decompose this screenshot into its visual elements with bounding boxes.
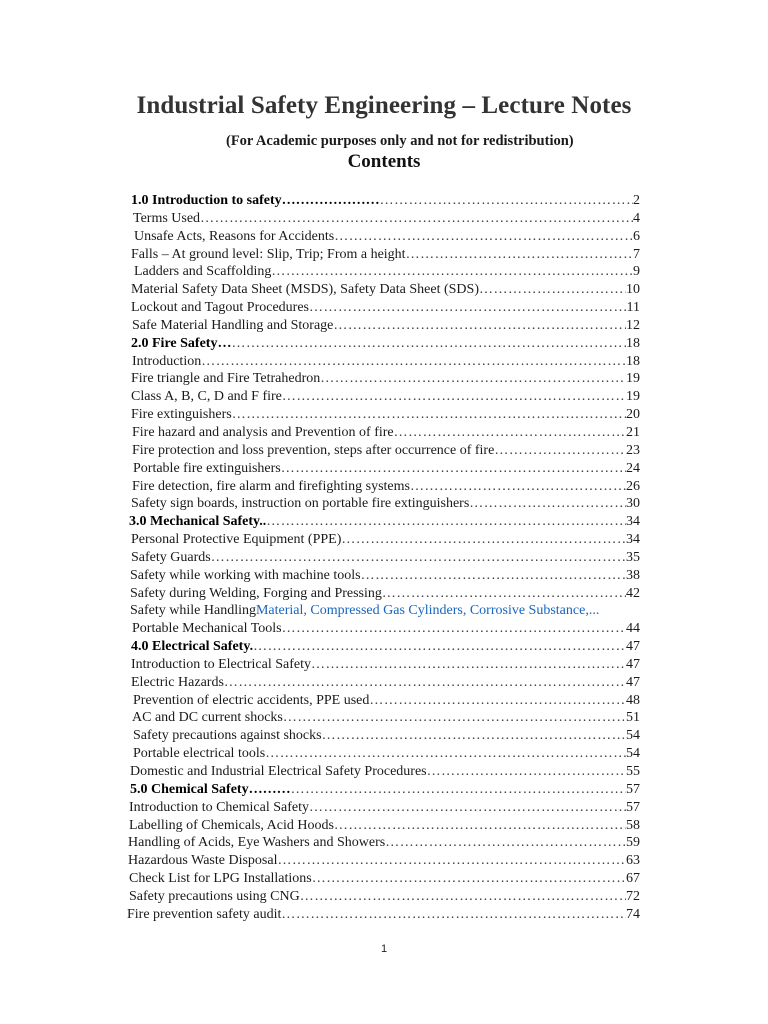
toc-dot-leader [282, 620, 626, 638]
toc-entry[interactable] [126, 263, 640, 281]
toc-dot-leader [211, 549, 626, 567]
toc-dot-leader [283, 709, 626, 727]
toc-entry-title: Domestic and Industrial Electrical Safety Procedures [130, 764, 427, 779]
toc-entry[interactable] [126, 495, 640, 513]
toc-dot-leader [382, 585, 626, 603]
toc-entry[interactable] [126, 317, 640, 335]
toc-entry[interactable] [126, 460, 640, 478]
toc-dot-leader [309, 299, 627, 317]
toc-dot-leader [281, 906, 626, 924]
toc-entry[interactable] [126, 763, 640, 781]
toc-entry[interactable] [126, 246, 640, 264]
toc-entry[interactable] [126, 424, 640, 442]
toc-page-number: 2 [633, 193, 640, 208]
toc-entry-title: Safety precautions against shocks [133, 728, 322, 744]
toc-entry-title: Prevention of electric accidents, PPE used [133, 692, 370, 708]
toc-entry[interactable] [126, 692, 640, 710]
toc-section-entry[interactable] [126, 335, 640, 353]
toc-dot-leader [410, 478, 626, 496]
toc-entry-title: Portable Mechanical Tools [132, 621, 282, 637]
toc-page-number: 19 [626, 371, 640, 387]
toc-entry[interactable] [126, 531, 640, 549]
toc-entry[interactable] [126, 727, 640, 745]
toc-page-number: 44 [626, 621, 640, 637]
toc-entry[interactable] [126, 299, 640, 317]
toc-page-number: 74 [626, 906, 640, 922]
toc-entry-title: Fire extinguishers [131, 407, 232, 423]
toc-page-number: 19 [626, 389, 640, 405]
page-number: 1 [380, 943, 388, 955]
toc-page-number: 21 [626, 424, 640, 440]
document-title: Industrial Safety Engineering – Lecture Notes [136, 92, 632, 119]
toc-entry[interactable] [126, 585, 640, 603]
toc-dot-leader [200, 210, 633, 228]
toc-page-number: 54 [626, 728, 640, 744]
toc-entry[interactable] [126, 888, 640, 906]
toc-dot-leader [300, 888, 626, 906]
toc-dot-leader [469, 495, 626, 513]
toc-page-number: 35 [626, 549, 640, 565]
toc-section-entry[interactable] [126, 513, 640, 531]
toc-entry[interactable] [126, 709, 640, 727]
toc-section-entry[interactable] [126, 192, 640, 210]
toc-page-number: 67 [626, 871, 640, 887]
toc-entry[interactable] [126, 799, 640, 817]
toc-dot-leader [291, 781, 626, 799]
toc-page-number: 18 [626, 335, 640, 351]
toc-page-number: 24 [626, 460, 640, 476]
toc-entry-title: Ladders and Scaffolding [134, 264, 272, 280]
toc-entry-title: Handling of Acids, Eye Washers and Showers [128, 835, 386, 851]
toc-entry-title: Check List for LPG Installations [129, 871, 312, 887]
toc-section-entry[interactable] [126, 638, 640, 656]
toc-page-number: 47 [626, 656, 640, 672]
toc-dot-leader [201, 353, 626, 371]
toc-page-number: 30 [626, 496, 640, 512]
toc-dot-leader [385, 834, 626, 852]
toc-page-number: 20 [626, 407, 640, 423]
toc-dot-leader [494, 442, 626, 460]
toc-entry-title: Introduction to Electrical Safety [131, 656, 311, 672]
toc-dot-leader [361, 567, 626, 585]
toc-entry[interactable] [126, 567, 640, 585]
toc-page-number: 48 [626, 692, 640, 708]
toc-page-number: 42 [626, 585, 640, 601]
toc-entry-title: Introduction to Chemical Safety [129, 799, 310, 815]
toc-dot-leader [231, 335, 626, 353]
toc-section-entry[interactable] [126, 781, 640, 799]
toc-entry-title: Safety precautions using CNG [129, 888, 300, 904]
toc-entry-title: Fire hazard and analysis and Prevention of fire [132, 424, 394, 440]
toc-dot-leader [265, 745, 626, 763]
toc-entry[interactable] [126, 478, 640, 496]
toc-entry[interactable] [126, 442, 640, 460]
toc-entry-title: Unsafe Acts, Reasons for Accidents [134, 228, 335, 244]
toc-dot-leader [311, 656, 626, 674]
toc-page-number: 57 [626, 781, 640, 797]
toc-page-number: 18 [626, 353, 640, 369]
toc-page-number: 34 [626, 532, 640, 548]
toc-page-number: 26 [626, 478, 640, 494]
toc-page-number: 23 [626, 442, 640, 458]
toc-entry-title: 1.0 Introduction to safety………………… [131, 193, 380, 208]
toc-page-number: 54 [626, 746, 640, 762]
toc-page-number: 11 [626, 300, 640, 316]
toc-entry-link[interactable]: Material, Compressed Gas Cylinders, Corrosive Substance,... [255, 603, 600, 619]
toc-page-number: 9 [633, 264, 640, 280]
toc-entry-title: Fire detection, fire alarm and firefighting systems [132, 478, 410, 494]
toc-entry[interactable] [126, 228, 640, 246]
toc-dot-leader [427, 763, 626, 781]
toc-page-number: 7 [633, 246, 640, 262]
toc-page-number: 63 [626, 853, 640, 869]
toc-entry-title: Electric Hazards [131, 674, 224, 690]
table-of-contents [126, 192, 640, 924]
toc-page-number: 6 [633, 228, 640, 244]
toc-entry[interactable] [126, 549, 640, 567]
toc-dot-leader [369, 692, 626, 710]
toc-dot-leader [406, 246, 633, 264]
toc-entry[interactable] [126, 817, 640, 835]
toc-entry-title: Portable electrical tools [133, 746, 266, 762]
toc-entry[interactable] [126, 353, 640, 371]
toc-dot-leader [479, 281, 626, 299]
toc-entry[interactable] [126, 745, 640, 763]
toc-entry[interactable] [126, 281, 640, 299]
toc-entry-title: Introduction [132, 353, 202, 369]
toc-entry-title: 4.0 Electrical Safety. [131, 639, 254, 655]
toc-entry[interactable] [126, 906, 640, 924]
toc-page-number: 55 [626, 764, 640, 779]
toc-dot-leader [312, 870, 626, 888]
toc-dot-leader [281, 460, 626, 478]
toc-entry-title: Material Safety Data Sheet (MSDS), Safety Data Sheet (SDS) [131, 282, 479, 298]
toc-entry-title: Class A, B, C, D and F fire [131, 389, 282, 405]
toc-entry-title: Portable fire extinguishers [133, 460, 281, 476]
toc-entry-title: Terms Used [133, 210, 201, 226]
toc-entry-title: Falls – At ground level: Slip, Trip; From a height [131, 246, 406, 262]
toc-page-number: 51 [626, 710, 640, 726]
toc-dot-leader [253, 638, 626, 656]
toc-entry[interactable] [126, 674, 640, 692]
toc-page-number: 59 [626, 835, 640, 851]
toc-entry[interactable] [126, 370, 640, 388]
toc-dot-leader [334, 228, 633, 246]
toc-entry-title: Fire prevention safety audit [127, 906, 282, 922]
toc-dot-leader [333, 317, 626, 335]
toc-page-number: 34 [626, 514, 640, 530]
toc-dot-leader [320, 370, 626, 388]
toc-entry-title: 2.0 Fire Safety… [131, 335, 232, 351]
toc-dot-leader [271, 263, 633, 281]
toc-page-number: 12 [626, 317, 640, 333]
toc-entry-title: 3.0 Mechanical Safety.. [129, 514, 267, 530]
toc-entry[interactable] [126, 388, 640, 406]
toc-page-number: 47 [626, 674, 640, 690]
toc-entry[interactable] [126, 870, 640, 888]
toc-entry[interactable] [126, 852, 640, 870]
toc-dot-leader [380, 192, 633, 210]
toc-entry-title: Personal Protective Equipment (PPE) [131, 532, 342, 548]
toc-dot-leader [322, 727, 626, 745]
toc-page-number: 47 [626, 639, 640, 655]
toc-entry-title: Fire protection and loss prevention, steps after occurrence of fire [132, 442, 495, 458]
toc-entry[interactable] [126, 656, 640, 674]
toc-dot-leader [282, 388, 626, 406]
toc-entry[interactable] [126, 602, 640, 620]
toc-entry[interactable] [126, 210, 640, 228]
toc-dot-leader [341, 531, 626, 549]
toc-dot-leader [277, 852, 626, 870]
toc-page-number: 58 [626, 817, 640, 833]
toc-entry-title: Safety while working with machine tools [130, 567, 361, 583]
toc-page-number: 57 [626, 799, 640, 815]
toc-entry-title: AC and DC current shocks [132, 710, 283, 726]
toc-dot-leader [394, 424, 626, 442]
toc-entry-title: Lockout and Tagout Procedures [131, 300, 309, 316]
toc-entry-title: Fire triangle and Fire Tetrahedron [131, 371, 321, 387]
toc-dot-leader [232, 406, 626, 424]
contents-heading: Contents [347, 151, 421, 172]
toc-entry-title: Safety Guards [131, 549, 211, 565]
toc-entry[interactable] [126, 406, 640, 424]
toc-dot-leader [334, 817, 626, 835]
toc-entry-title: 5.0 Chemical Safety……… [130, 781, 291, 797]
toc-page-number: 4 [633, 210, 640, 226]
toc-page-number: 10 [626, 282, 640, 298]
toc-entry-title: Safety sign boards, instruction on portable fire extinguishers [131, 496, 470, 512]
toc-page-number: 38 [626, 567, 640, 583]
toc-entry-title: Safety during Welding, Forging and Pressing [130, 585, 382, 601]
toc-entry-title: Safety while Handling [130, 603, 256, 619]
toc-dot-leader [309, 799, 626, 817]
toc-entry[interactable] [126, 834, 640, 852]
toc-entry-title: Hazardous Waste Disposal [128, 853, 278, 869]
toc-dot-leader [224, 674, 626, 692]
toc-entry[interactable] [126, 620, 640, 638]
toc-page-number: 72 [626, 888, 640, 904]
toc-entry-title: Labelling of Chemicals, Acid Hoods [129, 817, 334, 833]
toc-dot-leader [266, 513, 626, 531]
toc-entry-title: Safe Material Handling and Storage [132, 317, 334, 333]
document-subtitle: (For Academic purposes only and not for redistribution) [226, 133, 574, 149]
